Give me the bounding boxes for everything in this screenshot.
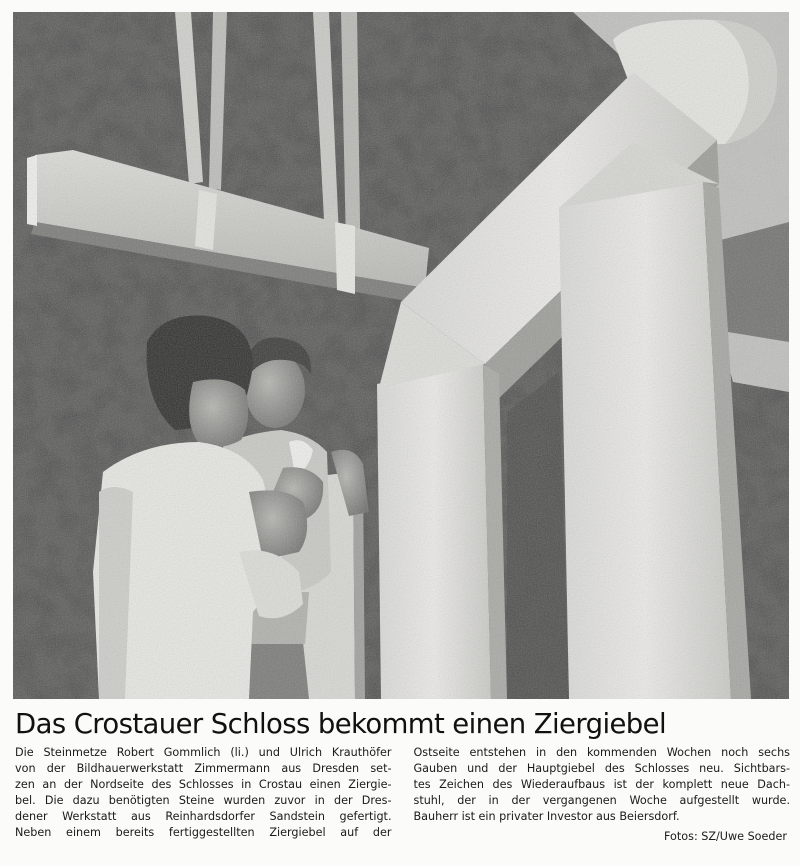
photo-illustration — [13, 12, 789, 699]
article-photo — [13, 12, 789, 699]
body-line: bel. Die dazu benötigten Steine wurden zuvor in der Dres- — [15, 794, 392, 807]
body-line: von der Bildhauerwerkstatt Zimmermann aus Dresden set- — [15, 762, 392, 775]
body-line: Die Steinmetze Robert Gommlich (li.) und Ulrich Krauthöfer — [15, 746, 392, 759]
body-line: Neben einem bereits fertiggestellten Ziergiebel auf der — [15, 826, 392, 839]
body-line: Ostseite entstehen in den kommenden Wochen noch sechs — [413, 746, 790, 759]
body-line: dener Werkstatt aus Reinhardsdorfer Sandstein gefertigt. — [15, 810, 392, 823]
body-column-1 — [15, 745, 392, 845]
body-line: Bauherr ist ein privater Investor aus Beiersdorf. — [413, 810, 680, 823]
body-line: zen an der Nordseite des Schlosses in Crostau einen Ziergie- — [15, 778, 392, 791]
body-line: tes Zeichen des Wiederaufbaus ist der komplett neue Dach- — [413, 778, 790, 791]
body-line: stuhl, der in der vergangenen Woche aufgestellt wurde. — [413, 794, 790, 807]
photo-credit: Fotos: SZ/Uwe Soeder — [664, 830, 787, 843]
body-line: Gauben und der Hauptgiebel des Schlosses neu. Sichtbars- — [413, 762, 790, 775]
article-headline: Das Crostauer Schloss bekommt einen Ziergiebel — [15, 708, 667, 740]
